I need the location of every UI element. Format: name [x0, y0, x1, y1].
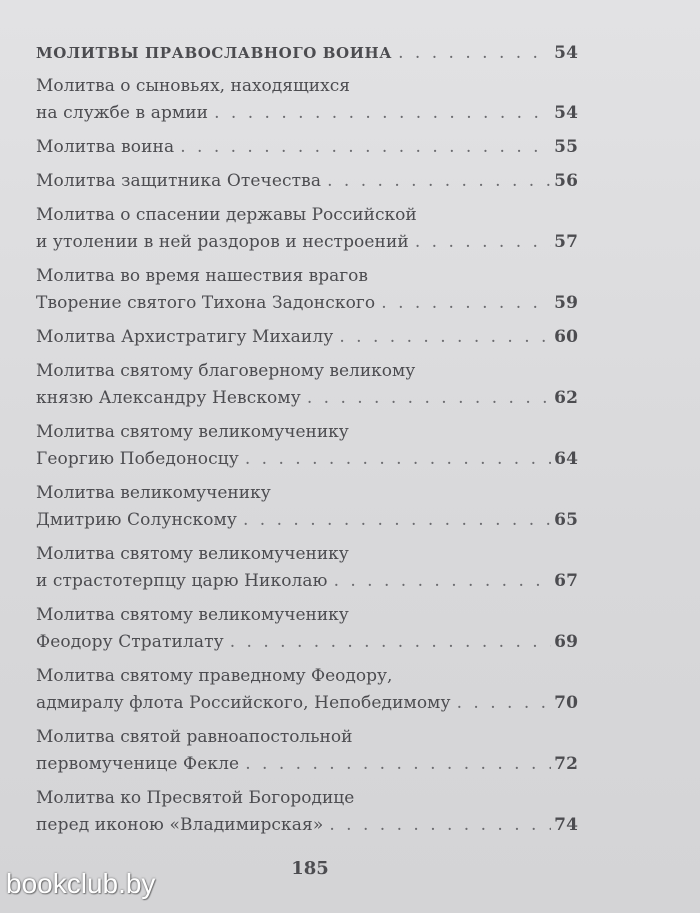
- entry-last-line: [36, 812, 578, 839]
- entry-title-line: Творение святого Тихона Задонского: [36, 293, 376, 313]
- entry-last-line: [36, 690, 578, 717]
- entry-page: 59: [554, 293, 578, 313]
- dot-leader: [327, 168, 551, 195]
- entry-page: 57: [554, 232, 578, 252]
- entry-title-line: Молитва защитника Отечества: [36, 171, 322, 191]
- toc-entry: [36, 73, 578, 127]
- toc-entry: [36, 602, 578, 656]
- entry-title-line: князю Александру Невскому: [36, 388, 301, 408]
- entry-title-line: и утолении в ней раздоров и нестроений: [36, 232, 409, 252]
- entry-last-line: [36, 100, 578, 127]
- entry-title-line: Молитва святой равноапостольной: [36, 727, 353, 747]
- table-of-contents: [36, 40, 578, 846]
- entry-title-line: Молитва во время нашествия врагов: [36, 266, 368, 286]
- dot-leader: [398, 40, 551, 67]
- entry-title-line: на службе в армии: [36, 103, 209, 123]
- watermark-logo: bookclub.by: [6, 868, 156, 899]
- entry-last-line: [36, 324, 578, 351]
- entry-title-line: Молитва Архистратигу Михаилу: [36, 327, 334, 347]
- entry-page: 56: [554, 171, 578, 191]
- toc-entry: [36, 134, 578, 161]
- entry-title-line: Дмитрию Солунскому: [36, 510, 237, 530]
- entry-page: 54: [554, 103, 578, 123]
- dot-leader: [243, 507, 551, 534]
- entry-last-line: [36, 290, 578, 317]
- entry-page: 62: [554, 388, 578, 408]
- entry-title-line: Молитва о спасении державы Российской: [36, 205, 417, 225]
- section-page: 54: [554, 43, 578, 63]
- dot-leader: [334, 568, 552, 595]
- dot-leader: [245, 446, 551, 473]
- entry-title-line: Молитва святому великомученику: [36, 605, 349, 625]
- entry-title-line: Молитва святому великомученику: [36, 544, 349, 564]
- entry-title-line: Молитва великомученику: [36, 483, 271, 503]
- toc-entry: [36, 358, 578, 412]
- entry-title-line: и страстотерпцу царю Николаю: [36, 571, 328, 591]
- toc-entry: [36, 419, 578, 473]
- entry-title-line: Молитва святому праведному Феодору,: [36, 666, 393, 686]
- entry-page: 60: [554, 327, 578, 347]
- entry-title-line: Молитва о сыновьях, находящихся: [36, 76, 350, 96]
- entry-title-line: Георгию Победоносцу: [36, 449, 239, 469]
- entry-title-line: Молитва ко Пресвятой Богородице: [36, 788, 355, 808]
- entry-last-line: [36, 629, 578, 656]
- dot-leader: [339, 324, 551, 351]
- dot-leader: [381, 290, 551, 317]
- toc-entry: [36, 324, 578, 351]
- entry-page: 65: [554, 510, 578, 530]
- entry-page: 72: [554, 754, 578, 774]
- entry-page: 55: [554, 137, 578, 157]
- entry-last-line: [36, 134, 578, 161]
- entry-title-line: Феодору Стратилату: [36, 632, 224, 652]
- entry-page: 69: [554, 632, 578, 652]
- page-number: 185: [291, 858, 329, 879]
- entry-page: 74: [554, 815, 578, 835]
- toc-section-heading: [36, 40, 578, 67]
- toc-entry: [36, 202, 578, 256]
- toc-entry: [36, 663, 578, 717]
- entry-title-line: Молитва воина: [36, 137, 175, 157]
- entry-last-line: [36, 446, 578, 473]
- entry-title-line: Молитва святому великомученику: [36, 422, 349, 442]
- dot-leader: [415, 229, 551, 256]
- entry-title-line: Молитва святому благоверному великому: [36, 361, 416, 381]
- entry-title-line: первомученице Фекле: [36, 754, 240, 774]
- entry-last-line: [36, 229, 578, 256]
- entry-last-line: [36, 507, 578, 534]
- entry-last-line: [36, 568, 578, 595]
- entry-title-line: адмиралу флота Российского, Непобедимому: [36, 693, 451, 713]
- dot-leader: [245, 751, 551, 778]
- entry-last-line: [36, 751, 578, 778]
- dot-leader: [214, 100, 551, 127]
- section-title: МОЛИТВЫ ПРАВОСЛАВНОГО ВОИНА: [36, 44, 393, 62]
- toc-entry: [36, 724, 578, 778]
- entry-page: 64: [554, 449, 578, 469]
- dot-leader: [230, 629, 551, 656]
- entry-title-line: перед иконою «Владимирская»: [36, 815, 324, 835]
- entry-page: 67: [554, 571, 578, 591]
- dot-leader: [457, 690, 552, 717]
- entry-page: 70: [554, 693, 578, 713]
- toc-entry: [36, 480, 578, 534]
- toc-entry: [36, 168, 578, 195]
- dot-leader: [307, 385, 551, 412]
- toc-entry: [36, 785, 578, 839]
- entry-last-line: [36, 168, 578, 195]
- dot-leader: [180, 134, 551, 161]
- dot-leader: [329, 812, 551, 839]
- entry-last-line: [36, 385, 578, 412]
- toc-entry: [36, 263, 578, 317]
- toc-entry: [36, 541, 578, 595]
